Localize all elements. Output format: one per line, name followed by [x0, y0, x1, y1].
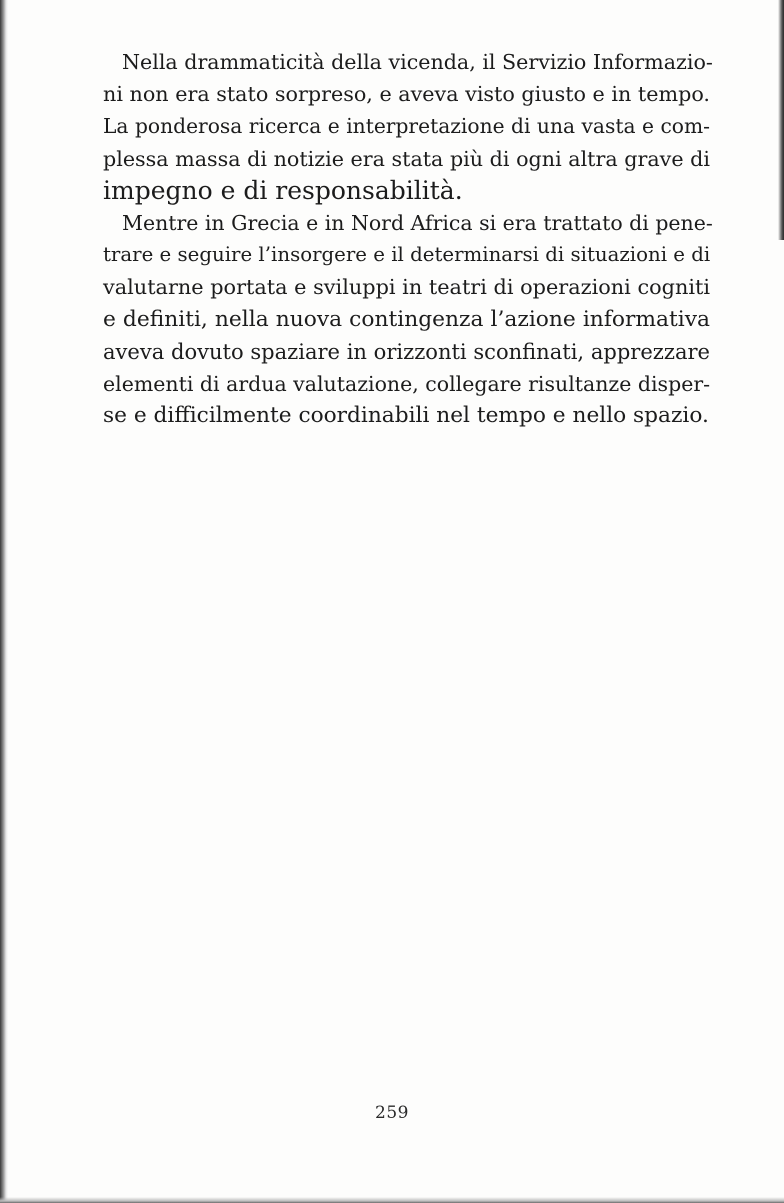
text-line: plessa massa di notizie era stata più di ogni altra grave di [103, 146, 710, 171]
page-binding-shadow [0, 0, 8, 1203]
text-line: trare e seguire l’insorgere e il determinarsi di situazioni e di [103, 243, 711, 267]
page-number: 259 [375, 1103, 409, 1123]
text-line: aveva dovuto spaziare in orizzonti sconfinati, apprezzare [103, 338, 710, 364]
text-line: ni non era stato sorpreso, e aveva visto giusto e in tempo. [103, 82, 710, 107]
paragraph-1 [84, 46, 713, 207]
text-line: Nella drammaticità della vicenda, il Servizio Informazio- [122, 50, 713, 74]
text-line: Mentre in Grecia e in Nord Africa si era trattato di pene- [122, 210, 713, 235]
text-line: La ponderosa ricerca e interpretazione di una vasta e com- [103, 114, 710, 139]
text-line: e definiti, nella nuova contingenza l’azione informativa [103, 306, 710, 332]
text-line: se e difficilmente coordinabili nel tempo e nello spazio. [103, 403, 709, 429]
paragraph-2 [84, 207, 713, 432]
text-line: elementi di ardua valutazione, collegare risultanze disper- [103, 371, 711, 396]
page-bottom-shadow [0, 1197, 784, 1203]
body-text [84, 46, 713, 432]
text-line: valutarne portata e sviluppi in teatri di operazioni cogniti [103, 275, 710, 300]
text-line: impegno e di responsabilità. [103, 175, 463, 205]
page-edge-shadow [778, 0, 784, 240]
